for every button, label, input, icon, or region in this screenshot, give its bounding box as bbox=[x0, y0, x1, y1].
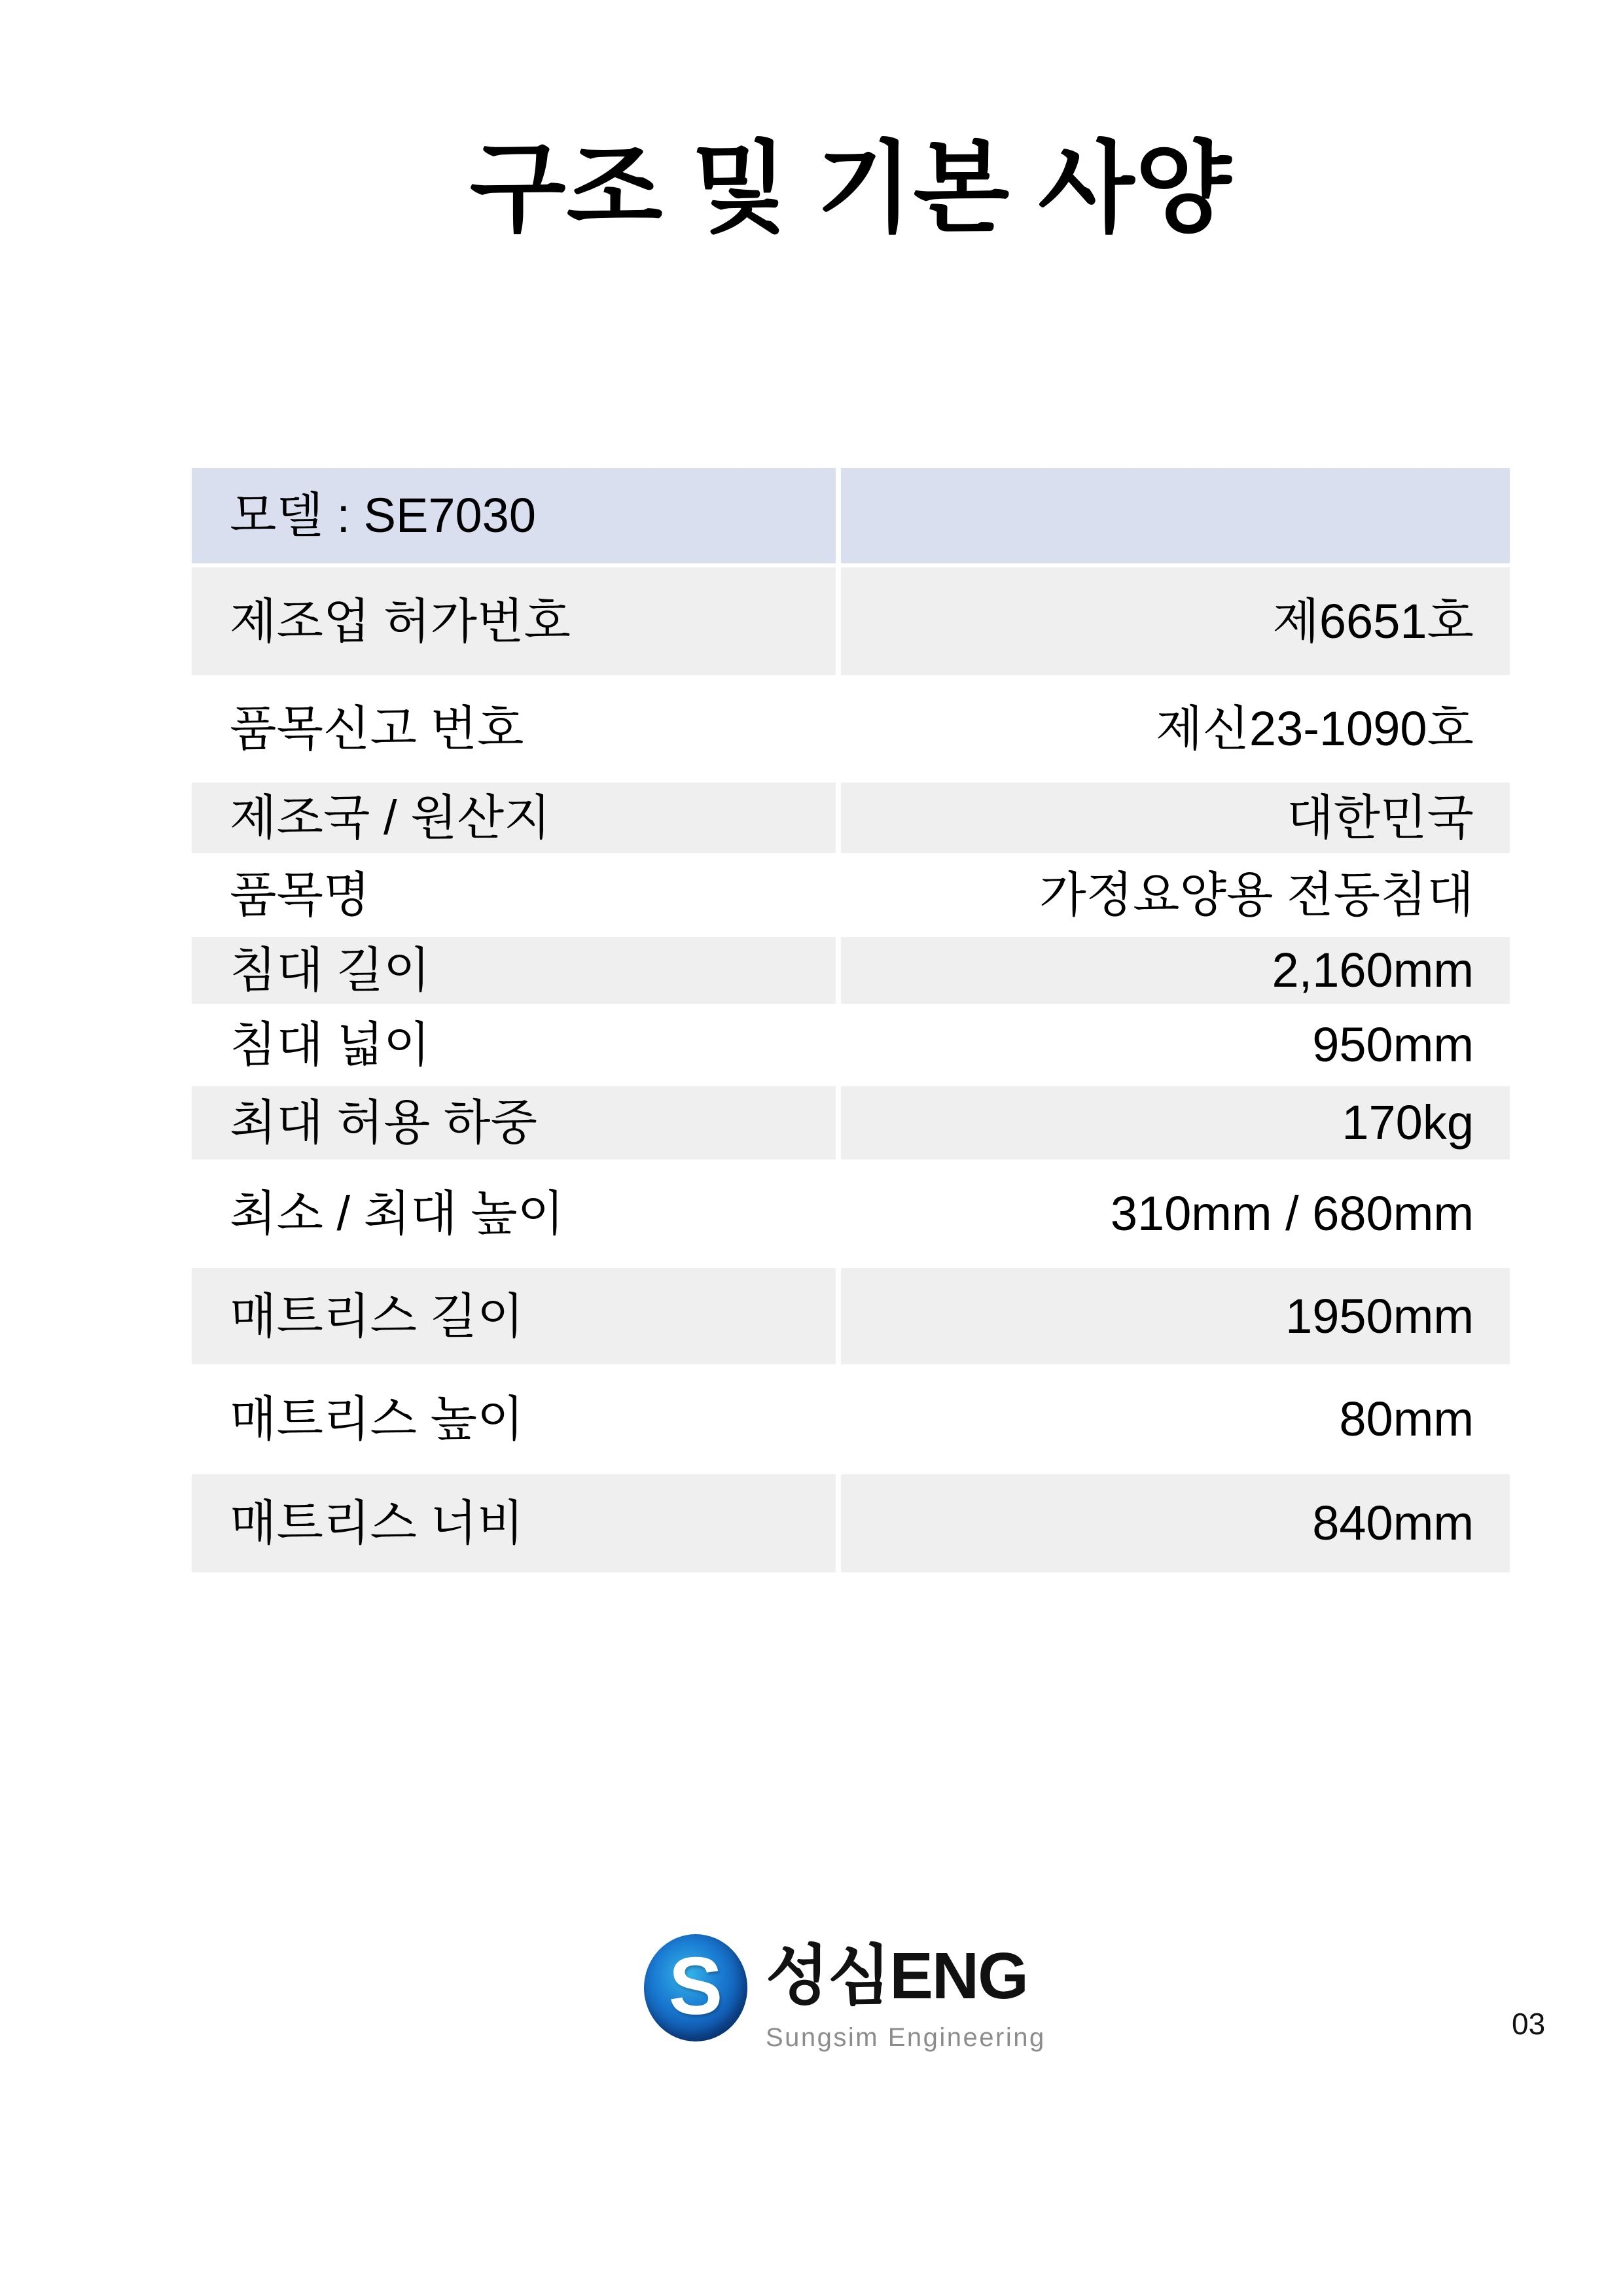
spec-label: 매트리스 너비 bbox=[192, 1474, 836, 1572]
table-row bbox=[192, 1086, 1510, 1159]
spec-value: 가정요양용 전동침대 bbox=[841, 857, 1510, 933]
company-logo bbox=[644, 1934, 1046, 2053]
logo-s-icon: S bbox=[668, 1941, 723, 2032]
spec-value: 제신23-1090호 bbox=[841, 679, 1510, 779]
spec-value: 80mm bbox=[841, 1368, 1510, 1470]
table-row bbox=[192, 1008, 1510, 1082]
spec-label: 침대 길이 bbox=[192, 937, 836, 1004]
table-row bbox=[192, 567, 1510, 675]
spec-value: 950mm bbox=[841, 1008, 1510, 1082]
spec-label: 제조국 / 원산지 bbox=[192, 783, 836, 853]
spec-value bbox=[841, 468, 1510, 563]
table-row bbox=[192, 1368, 1510, 1470]
spec-label: 품목신고 번호 bbox=[192, 679, 836, 779]
spec-value: 제6651호 bbox=[841, 567, 1510, 675]
table-row-model bbox=[192, 468, 1510, 563]
table-row bbox=[192, 1474, 1510, 1572]
logo-circle-icon bbox=[644, 1934, 747, 2041]
table-row bbox=[192, 857, 1510, 933]
spec-value: 310mm / 680mm bbox=[841, 1163, 1510, 1264]
spec-value: 2,160mm bbox=[841, 937, 1510, 1004]
spec-label: 품목명 bbox=[192, 857, 836, 933]
spec-label: 모델 : SE7030 bbox=[192, 468, 836, 563]
table-row bbox=[192, 783, 1510, 853]
table-row bbox=[192, 1268, 1510, 1364]
spec-table bbox=[192, 468, 1510, 1576]
spec-label: 최대 허용 하중 bbox=[192, 1086, 836, 1159]
company-subtitle: Sungsim Engineering bbox=[766, 2023, 1046, 2052]
table-row bbox=[192, 937, 1510, 1004]
spec-value: 170kg bbox=[841, 1086, 1510, 1159]
spec-label: 매트리스 높이 bbox=[192, 1368, 836, 1470]
page-number: 03 bbox=[1512, 2007, 1546, 2041]
logo-text bbox=[766, 1934, 1046, 2053]
table-row bbox=[192, 679, 1510, 779]
spec-label: 최소 / 최대 높이 bbox=[192, 1163, 836, 1264]
company-name: 성심ENG bbox=[766, 1939, 1027, 2013]
spec-value: 840mm bbox=[841, 1474, 1510, 1572]
spec-label: 매트리스 길이 bbox=[192, 1268, 836, 1364]
spec-value: 대한민국 bbox=[841, 783, 1510, 853]
table-row bbox=[192, 1163, 1510, 1264]
page-title: 구조 및 기본 사양 bbox=[469, 133, 1232, 244]
spec-label: 제조업 허가번호 bbox=[192, 567, 836, 675]
spec-label: 침대 넓이 bbox=[192, 1008, 836, 1082]
spec-value: 1950mm bbox=[841, 1268, 1510, 1364]
